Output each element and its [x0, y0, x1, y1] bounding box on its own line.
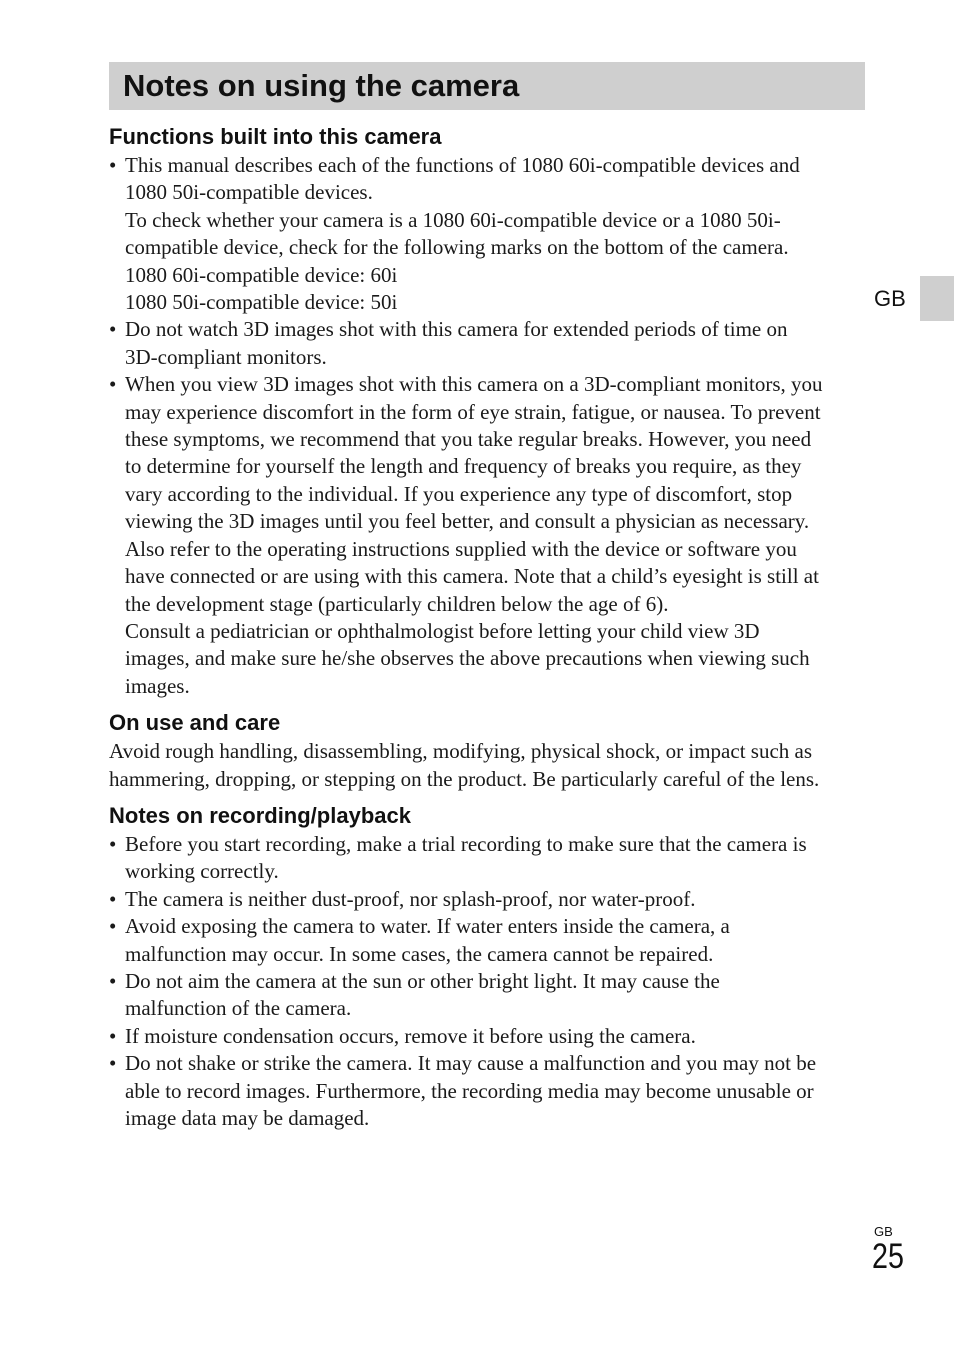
- heading-recording: Notes on recording/playback: [109, 802, 411, 828]
- text-line: 3D-compliant monitors.: [125, 344, 327, 369]
- list-item: [109, 886, 869, 913]
- text-line: 1080 50i-compatible devices.: [125, 180, 373, 205]
- text-line: Do not aim the camera at the sun or other bright light. It may cause the: [125, 968, 720, 993]
- main-content: [109, 122, 869, 1132]
- recording-list: [109, 831, 869, 1132]
- list-item: [109, 1050, 869, 1132]
- use-care-paragraph: [109, 738, 869, 793]
- text-line: Avoid exposing the camera to water. If water enters inside the camera, a: [125, 914, 730, 939]
- text-line: 1080 50i-compatible device: 50i: [125, 290, 398, 315]
- text-line: to determine for yourself the length and frequency of breaks you require, as they: [125, 454, 802, 479]
- text-line: the development stage (particularly children below the age of 6).: [125, 591, 669, 616]
- section-title-bar: [109, 62, 865, 110]
- text-line: malfunction of the camera.: [125, 996, 352, 1021]
- text-line: If moisture condensation occurs, remove it before using the camera.: [125, 1023, 696, 1048]
- text-line: images.: [125, 673, 190, 698]
- text-line: Do not shake or strike the camera. It may cause a malfunction and you may not be: [125, 1051, 817, 1076]
- text-line: Also refer to the operating instructions supplied with the device or software you: [125, 536, 797, 561]
- text-line: able to record images. Furthermore, the recording media may become unusable or: [125, 1078, 814, 1103]
- text-line: malfunction may occur. In some cases, the camera cannot be repaired.: [125, 941, 714, 966]
- heading-functions: Functions built into this camera: [109, 124, 442, 149]
- text-line: these symptoms, we recommend that you take regular breaks. However, you need: [125, 427, 812, 452]
- text-line: hammering, dropping, or stepping on the product. Be particularly careful of the lens.: [109, 766, 820, 791]
- side-tab-label: GB: [874, 286, 906, 311]
- page-number: 25: [872, 1237, 904, 1276]
- text-line: working correctly.: [125, 859, 279, 884]
- text-line: When you view 3D images shot with this camera on a 3D-compliant monitors, you: [125, 372, 823, 397]
- footer-region-code: GB: [874, 1224, 893, 1239]
- list-item: [109, 1023, 869, 1050]
- heading-use-care: On use and care: [109, 710, 281, 736]
- page-title: Notes on using the camera: [123, 68, 520, 103]
- list-item: [109, 968, 869, 1023]
- text-line: images, and make sure he/she observes the above precautions when viewing such: [125, 646, 810, 671]
- text-line: This manual describes each of the functions of 1080 60i-compatible devices and: [125, 153, 800, 177]
- list-item: [109, 152, 869, 316]
- functions-list: [109, 152, 869, 700]
- text-line: Before you start recording, make a trial recording to make sure that the camera is: [125, 831, 807, 856]
- text-line: Avoid rough handling, disassembling, modifying, physical shock, or impact such as: [109, 739, 813, 764]
- text-line: 1080 60i-compatible device: 60i: [125, 262, 398, 287]
- side-tab-marker: [920, 276, 954, 321]
- text-line: Do not watch 3D images shot with this camera for extended periods of time on: [125, 317, 788, 342]
- list-item: [109, 913, 869, 968]
- text-line: compatible device, check for the following marks on the bottom of the camera.: [125, 235, 789, 260]
- text-line: viewing the 3D images until you feel better, and consult a physician as necessary.: [125, 509, 810, 534]
- text-line: The camera is neither dust-proof, nor splash-proof, nor water-proof.: [125, 886, 696, 911]
- text-line: image data may be damaged.: [125, 1106, 370, 1130]
- list-item: [109, 316, 869, 371]
- text-line: have connected or are using with this camera. Note that a child’s eyesight is still at: [125, 564, 819, 589]
- text-line: To check whether your camera is a 1080 60i-compatible device or a 1080 50i-: [125, 207, 781, 232]
- text-line: vary according to the individual. If you experience any type of discomfort, stop: [125, 481, 793, 506]
- list-item: [109, 831, 869, 886]
- text-line: Consult a pediatrician or ophthalmologist before letting your child view 3D: [125, 618, 760, 643]
- text-line: may experience discomfort in the form of eye strain, fatigue, or nausea. To prevent: [125, 399, 821, 424]
- list-item: [109, 371, 869, 700]
